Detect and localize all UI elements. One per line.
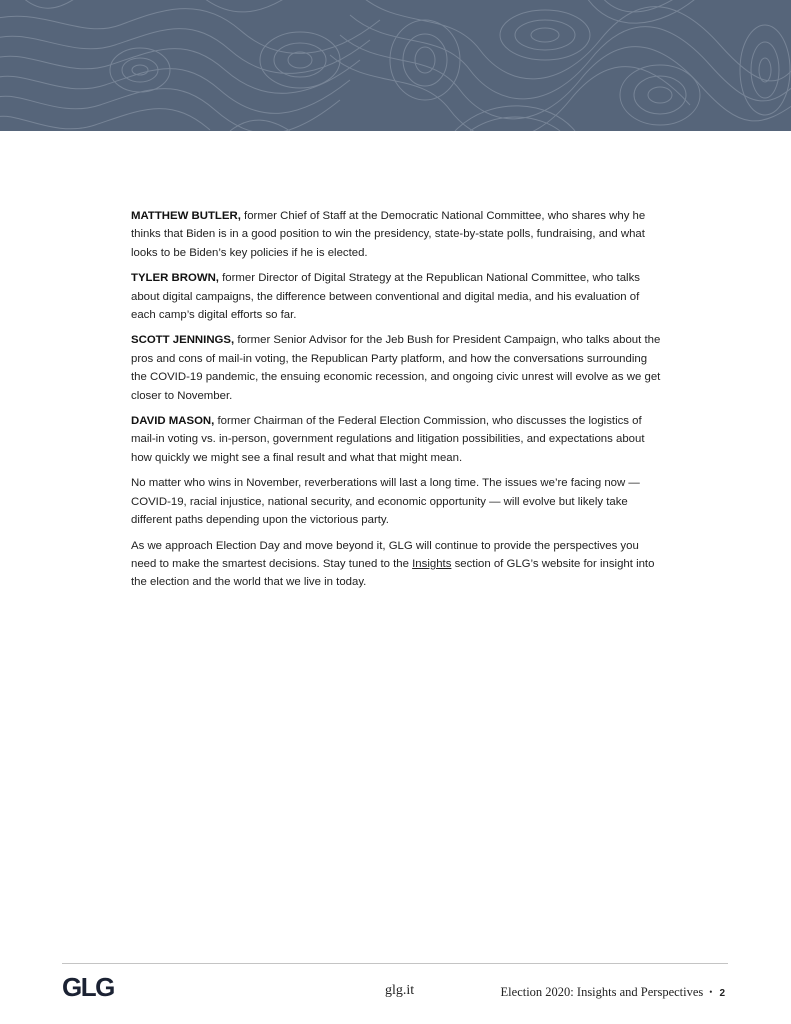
footer-document-title bbox=[501, 984, 725, 1002]
expert-description: former Senior Advisor for the Jeb Bush for President Campaign, who talks about the pros and cons of mail-in voting, the Republican Party platform, and how the conversations surrounding the COVID-19 pandemic, the ensuing economic recession, and ongoing civic unrest will evolve as we get closer to November. bbox=[131, 334, 661, 402]
glg-logo: GLG bbox=[62, 972, 114, 1002]
topographic-pattern bbox=[0, 0, 791, 131]
expert-paragraph-brown bbox=[131, 269, 661, 324]
expert-paragraph-jennings bbox=[131, 331, 661, 405]
insights-link[interactable]: Insights bbox=[412, 557, 452, 570]
expert-name: TYLER BROWN, bbox=[131, 272, 219, 285]
bullet-separator: • bbox=[709, 987, 713, 997]
expert-name: SCOTT JENNINGS, bbox=[131, 334, 235, 347]
expert-paragraph-mason bbox=[131, 412, 661, 467]
expert-name: DAVID MASON, bbox=[131, 415, 215, 428]
header-banner bbox=[0, 0, 791, 131]
expert-description: former Director of Digital Strategy at the Republican National Committee, who talks about digital campaigns, the difference between conventional and digital media, and his evaluation of each camp’s digital efforts so far. bbox=[131, 272, 640, 322]
expert-description: former Chief of Staff at the Democratic National Committee, who shares why he thinks that Biden is in a good position to win the presidency, state-by-state polls, fundraising, and what looks to be Biden’s key policies if he is elected. bbox=[131, 210, 646, 259]
closing-paragraph: No matter who wins in November, reverberations will last a long time. The issues we’re facing now — COVID-19, racial injustice, national security, and economic opportunity — will evolve but likely take different paths depending upon the victorious party. bbox=[131, 477, 640, 527]
footer-url: glg.it bbox=[385, 983, 415, 998]
document-title: Election 2020: Insights and Perspectives bbox=[500, 985, 704, 999]
page-number: 2 bbox=[719, 988, 725, 999]
final-text-after-link: section of GLG’s website for insight into the election and the world that we live in today. bbox=[131, 557, 655, 589]
expert-paragraph-butler bbox=[131, 207, 661, 262]
final-paragraph bbox=[131, 537, 661, 592]
final-text-before-link: As we approach Election Day and move beyond it, GLG will continue to provide the perspectives you need to make the smartest decisions. Stay tuned to the bbox=[131, 539, 639, 570]
body-text bbox=[131, 207, 661, 599]
footer-divider bbox=[62, 963, 728, 964]
expert-description: former Chairman of the Federal Election Commission, who discusses the logistics of mail-in voting vs. in-person, government regulations and litigation possibilities, and expectations about how quickly we might see a final result and what that might mean. bbox=[131, 415, 645, 464]
expert-name: MATTHEW BUTLER, bbox=[131, 210, 241, 222]
